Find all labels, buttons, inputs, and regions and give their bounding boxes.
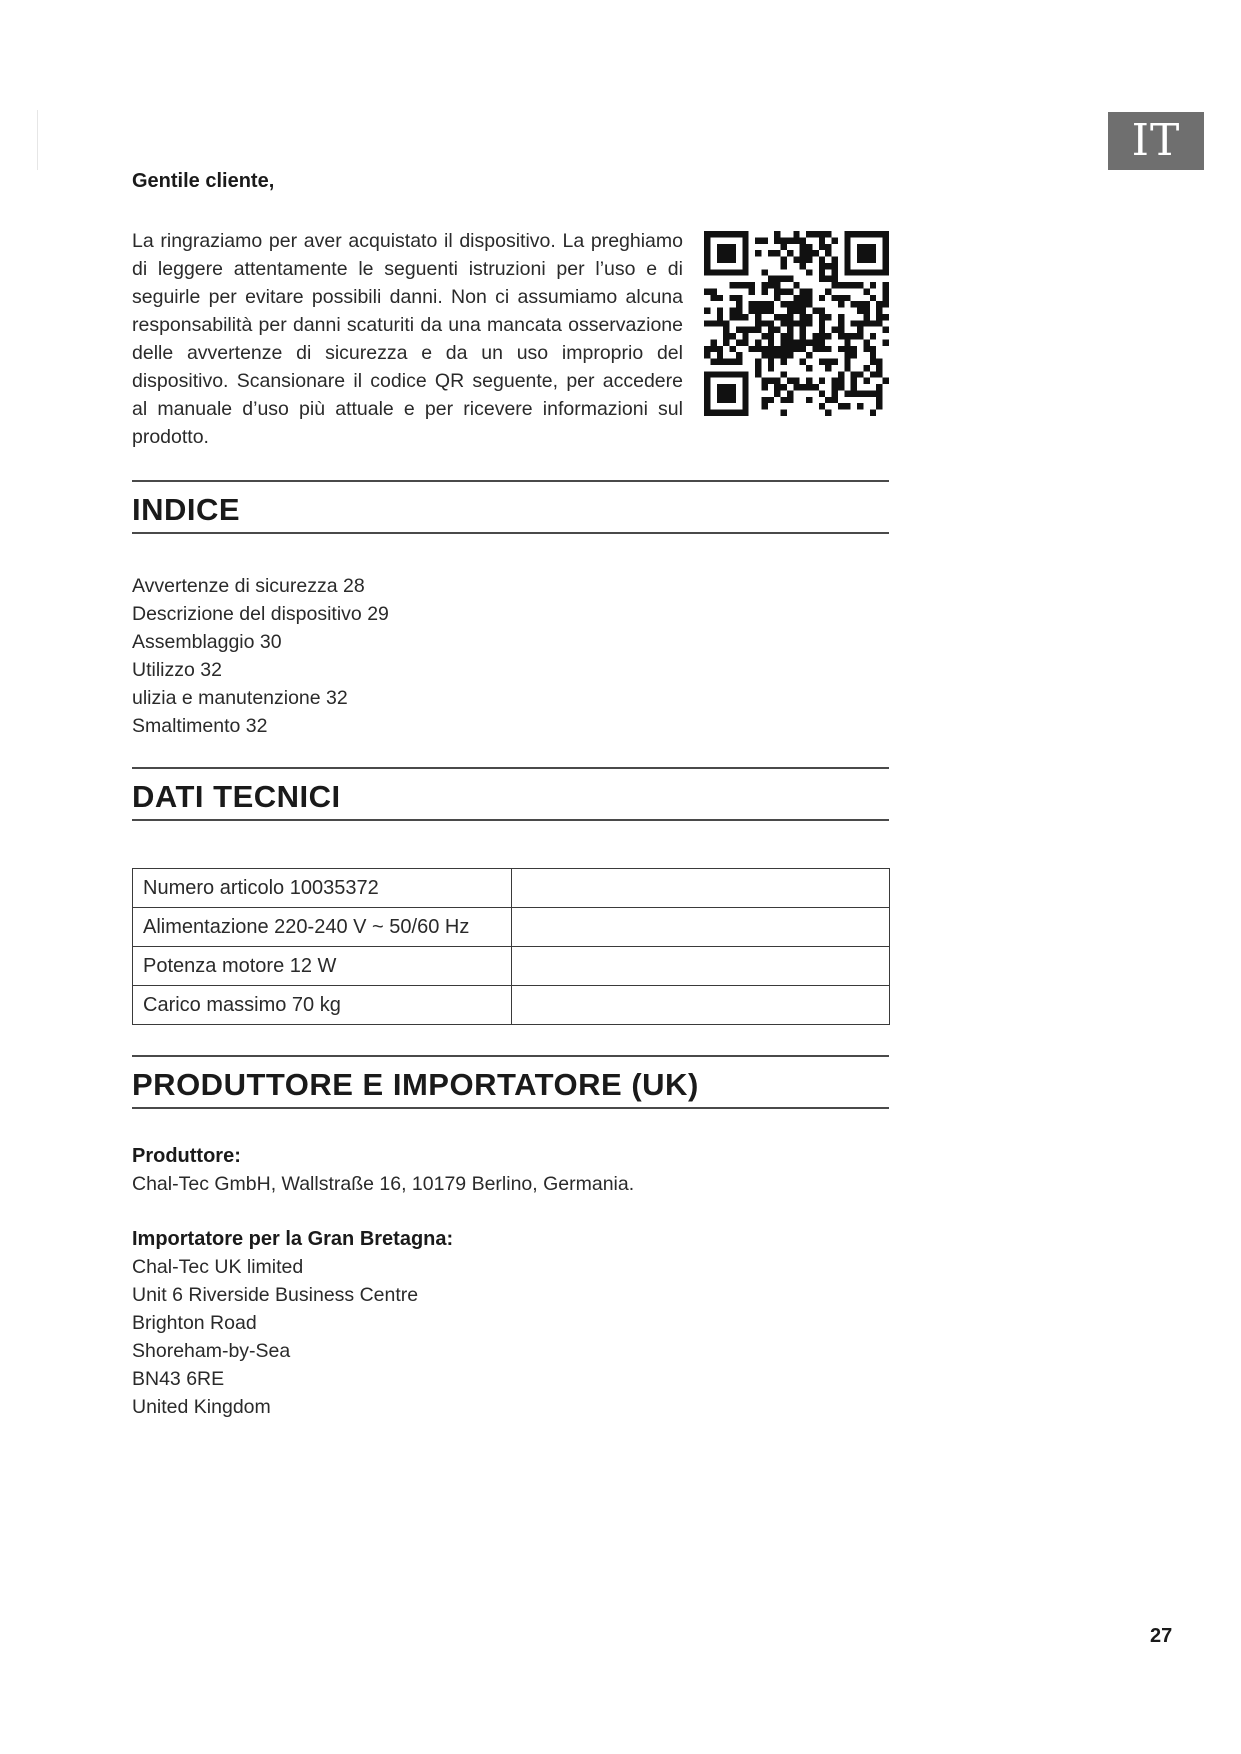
- greeting: Gentile cliente,: [132, 170, 275, 192]
- intro-paragraph: La ringraziamo per aver acquistato il dispositivo. La preghiamo di leggere attentamente le seguenti istruzioni per l’uso e di seguirle per evitare possibili danni. Non ci assumiamo alcuna responsabilità per danni scaturiti da una mancata osservazione delle avvertenze di sicurezza e da un uso improprio del dispositivo. Scansionare il codice QR seguente, per accedere al manuale d’uso più attuale e per ricevere informazioni sul prodotto.: [132, 230, 683, 448]
- producer-address: Chal-Tec GmbH, Wallstraße 16, 10179 Berlino, Germania.: [132, 1173, 635, 1195]
- specs-table: [132, 868, 890, 1025]
- index-item: Assemblaggio 30: [132, 631, 282, 653]
- specs-heading: DATI TECNICI: [132, 779, 341, 814]
- table-row: [133, 947, 890, 986]
- index-list: [132, 572, 389, 740]
- index-item: Utilizzo 32: [132, 659, 222, 681]
- page-number: 27: [1150, 1625, 1173, 1647]
- index-heading: INDICE: [132, 492, 241, 527]
- spec-cell: Potenza motore 12 W: [133, 947, 512, 986]
- importer-block: [132, 1225, 453, 1421]
- importer-line: BN43 6RE: [132, 1368, 225, 1390]
- table-row: [133, 986, 890, 1025]
- index-rule-top: [132, 480, 889, 482]
- specs-rule-bottom: [132, 819, 889, 821]
- table-row: [133, 869, 890, 908]
- spec-cell: Carico massimo 70 kg: [133, 986, 512, 1025]
- index-rule-bottom: [132, 532, 889, 534]
- spec-value-cell: [512, 947, 890, 986]
- language-tab: IT: [1108, 112, 1204, 170]
- spec-value-cell: [512, 869, 890, 908]
- importer-label: Importatore per la Gran Bretagna:: [132, 1228, 454, 1250]
- index-item: Smaltimento 32: [132, 715, 268, 737]
- importer-line: United Kingdom: [132, 1396, 271, 1418]
- importer-line: Chal-Tec UK limited: [132, 1256, 304, 1278]
- producer-label: Produttore:: [132, 1145, 241, 1167]
- spec-cell: Numero articolo 10035372: [133, 869, 512, 908]
- manufacturer-heading: PRODUTTORE E IMPORTATORE (UK): [132, 1067, 699, 1102]
- index-item: ulizia e manutenzione 32: [132, 687, 348, 709]
- margin-mark: [37, 110, 38, 170]
- producer-block: [132, 1142, 634, 1198]
- table-row: [133, 908, 890, 947]
- importer-line: Shoreham-by-Sea: [132, 1340, 291, 1362]
- specs-rule-top: [132, 767, 889, 769]
- importer-line: Unit 6 Riverside Business Centre: [132, 1284, 419, 1306]
- importer-line: Brighton Road: [132, 1312, 257, 1334]
- spec-value-cell: [512, 986, 890, 1025]
- spec-value-cell: [512, 908, 890, 947]
- index-item: Descrizione del dispositivo 29: [132, 603, 389, 625]
- manufacturer-rule-bottom: [132, 1107, 889, 1109]
- spec-cell: Alimentazione 220-240 V ~ 50/60 Hz: [133, 908, 512, 947]
- manufacturer-rule-top: [132, 1055, 889, 1057]
- index-item: Avvertenze di sicurezza 28: [132, 575, 365, 597]
- qr-code-icon[interactable]: [704, 231, 889, 416]
